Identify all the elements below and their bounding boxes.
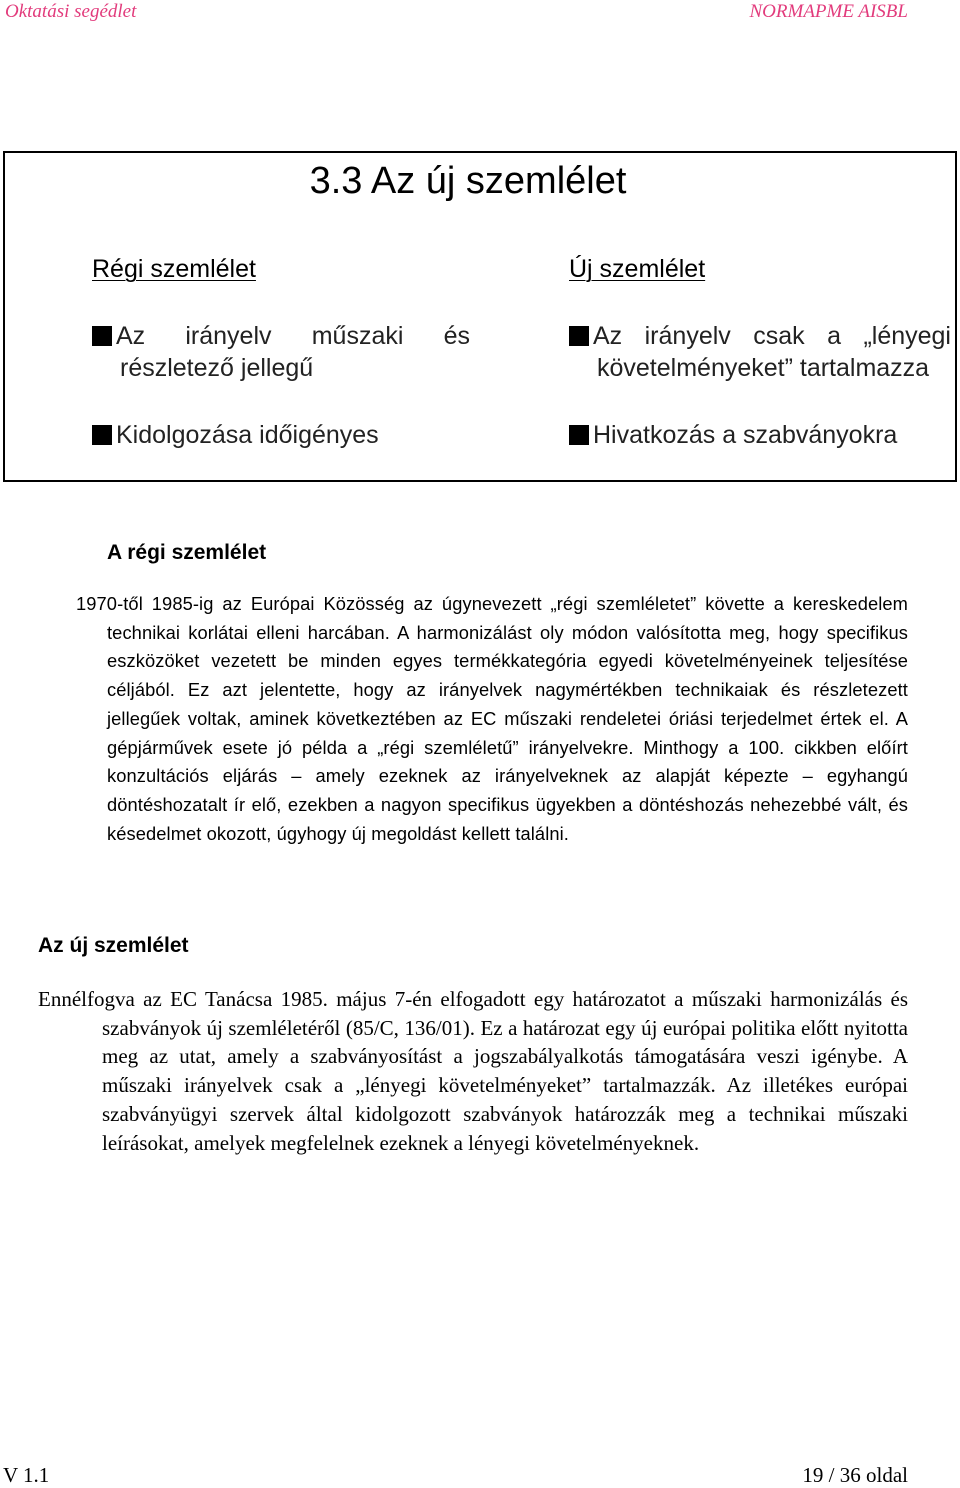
header-left-title: Oktatási segédlet <box>5 1 137 22</box>
section-text-new-approach: Ennélfogva az EC Tanácsa 1985. május 7-én elfogadott egy határozatot a műszaki harmonizálás és szabványok új szemléletéről (85/C, 136/01). Ez a határozat egy új európai politika előtt nyitotta meg az utat, amely a szabványosítást a jogszabályalkotás támogatására veszi igénybe. A műszaki irányelvek csak a „lényegi követelményeket” tartalmazzák. Az illetékes európai szabványügyi szervek által kidolgozott szabványok határozzák meg a technikai műszaki leírásokat, amelyek megfelelnek ezeknek a lényegi követelményeknek. <box>38 987 908 1155</box>
bullet-square-icon <box>569 326 589 346</box>
left-bullet-2: Kidolgozása időigényes <box>92 419 379 451</box>
bullet-square-icon <box>92 425 112 445</box>
right-bullet-1: Az irányelv csak a „lényegi követelményeket” tartalmazza <box>569 320 951 384</box>
bullet-square-icon <box>92 326 112 346</box>
footer-page-number: 19 / 36 oldal <box>802 1463 908 1487</box>
section-text-old-approach: 1970-től 1985-ig az Európai Közösség az úgynevezett „régi szemléletet” követte a kereskedelem technikai korlátai elleni harcában. A harmonizálást oly módon valósította meg, hogy specifikus eszközöket vezetett be minden egyes termékkategória egyedi követelményeinek teljesítése céljából. Ez azt jelentette, hogy az irányelvek nagymértékben technikaiak és részletezett jellegűek voltak, aminek következtében az EC műszaki rendeletei óriási terjedelmet értek el. A gépjárművek esete jó példa a „régi szemléletű” irányelvekre. Minthogy a 100. cikkben előírt konzultációs eljárás – amely ezeknek az irányelveknek az alapját képezte – egyhangú döntéshozatalt ír elő, ezekben a nagyon specifikus ügyekben a döntéshozás nehezebbé vált, és késedelmet okozott, úgyhogy új megoldást kellett találni. <box>76 593 908 844</box>
section-heading-new-approach: Az új szemlélet <box>38 934 189 957</box>
section-heading-old-approach: A régi szemlélet <box>107 541 267 564</box>
right-bullet-2: Hivatkozás a szabványokra <box>569 419 897 451</box>
left-bullet-1: Az irányelv műszaki és részletező jellegű <box>92 320 470 384</box>
footer-version: V 1.1 <box>3 1463 50 1487</box>
right-column-heading: Új szemlélet <box>569 255 706 283</box>
left-column-heading: Régi szemlélet <box>92 255 256 283</box>
header-right-title: NORMAPME AISBL <box>749 1 908 22</box>
slide-title: 3.3 Az új szemlélet <box>309 160 627 202</box>
bullet-square-icon <box>569 425 589 445</box>
